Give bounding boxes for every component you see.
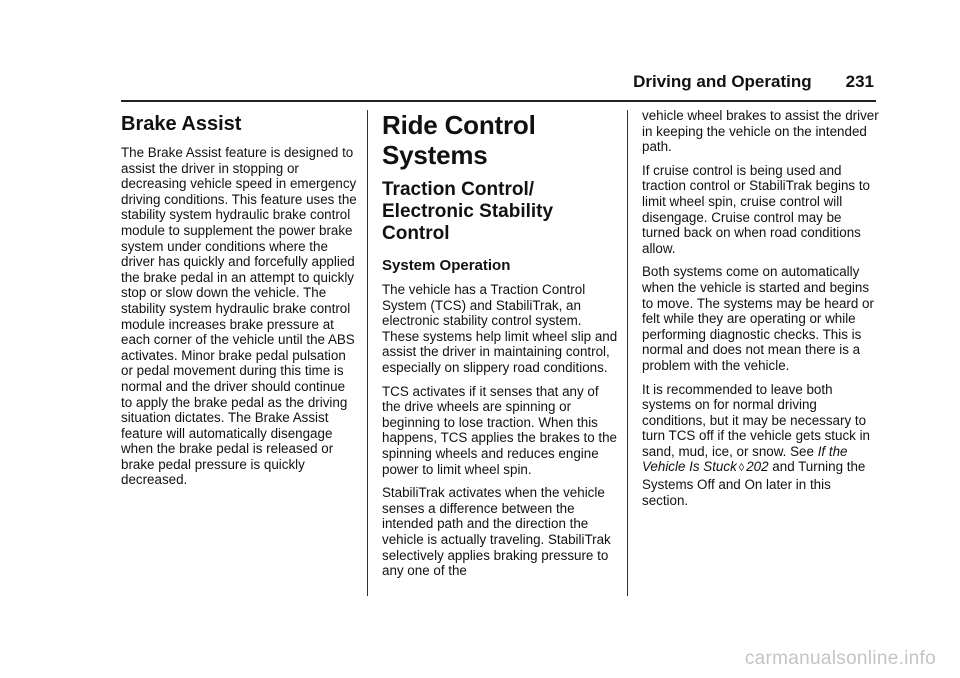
chapter-heading: Ride Control Systems <box>382 110 536 170</box>
paragraph-with-reference <box>642 382 880 509</box>
column-3 <box>642 108 880 516</box>
text-before-reference: It is recommended to leave both systems on for normal driving conditions, but it may be necessary to turn TCS off if the vehicle gets stuck in sand, mud, ice, or snow. See <box>642 381 871 459</box>
paragraph: Both systems come on automatically when the vehicle is started and begins to move. The systems may be heard or felt while they are operating or while performing diagnostic checks. This is normal and does not mean there is a problem with the vehicle. <box>642 264 874 373</box>
running-header <box>633 72 874 92</box>
column-2 <box>382 108 618 587</box>
brake-assist-paragraph: The Brake Assist feature is designed to assist the driver in stopping or decreasing vehicle speed in emergency driving conditions. This feature uses the stability system hydraulic brake control module to supplement the power brake system under conditions where the driver has quickly and forcefully applied the brake pedal in an attempt to quickly stop or slow down the vehicle. The stability system hydraulic brake control module increases brake pressure at each corner of the vehicle until the ABS activates. Minor brake pedal pulsation or pedal movement during this time is normal and the driver should continue to apply the brake pedal as the driving situation dictates. The Brake Assist feature will automatically disengage when the brake pedal is released or brake pedal pressure is quickly decreased. <box>121 145 357 488</box>
section-title: Driving and Operating <box>633 72 812 91</box>
paragraph: The vehicle has a Traction Control System (TCS) and StabiliTrak, an electronic stability control system. These systems help limit wheel slip and assist the driver in maintaining control, especially on slippery road conditions. <box>382 282 618 375</box>
page-number: 231 <box>845 72 874 91</box>
cross-reference-link[interactable]: If the Vehicle Is Stuck <box>642 443 848 475</box>
column-divider-1 <box>367 110 368 596</box>
paragraph: TCS activates if it senses that any of the drive wheels are spinning or beginning to lose traction. When this happens, TCS applies the brakes to the spinning wheels and reduces engine power to limit wheel spin. <box>382 383 617 477</box>
paragraph: If cruise control is being used and traction control or StabiliTrak begins to limit wheel spin, cruise control will disengage. Cruise control may be turned back on when road conditions allow. <box>642 162 870 256</box>
header-rule <box>121 100 876 102</box>
watermark: carmanualsonline.info <box>744 648 936 669</box>
brake-assist-heading: Brake Assist <box>121 113 242 135</box>
paragraph: vehicle wheel brakes to assist the driver in keeping the vehicle on the intended path. <box>642 108 879 155</box>
reference-page-number[interactable]: 202 <box>746 459 769 475</box>
column-1 <box>121 108 357 496</box>
paragraph: StabiliTrak activates when the vehicle senses a difference between the intended path and the direction the vehicle is actually traveling. StabiliTrak selectively applies braking pressure to any one of the <box>382 485 611 579</box>
page-reference-icon: ◊ <box>738 462 745 475</box>
text-after-reference: and Turning the Systems Off and On later in this section. <box>642 459 866 508</box>
subheading: System Operation <box>382 257 511 274</box>
column-divider-2 <box>627 110 628 596</box>
section-heading: Traction Control/ Electronic Stability Control <box>382 179 554 244</box>
